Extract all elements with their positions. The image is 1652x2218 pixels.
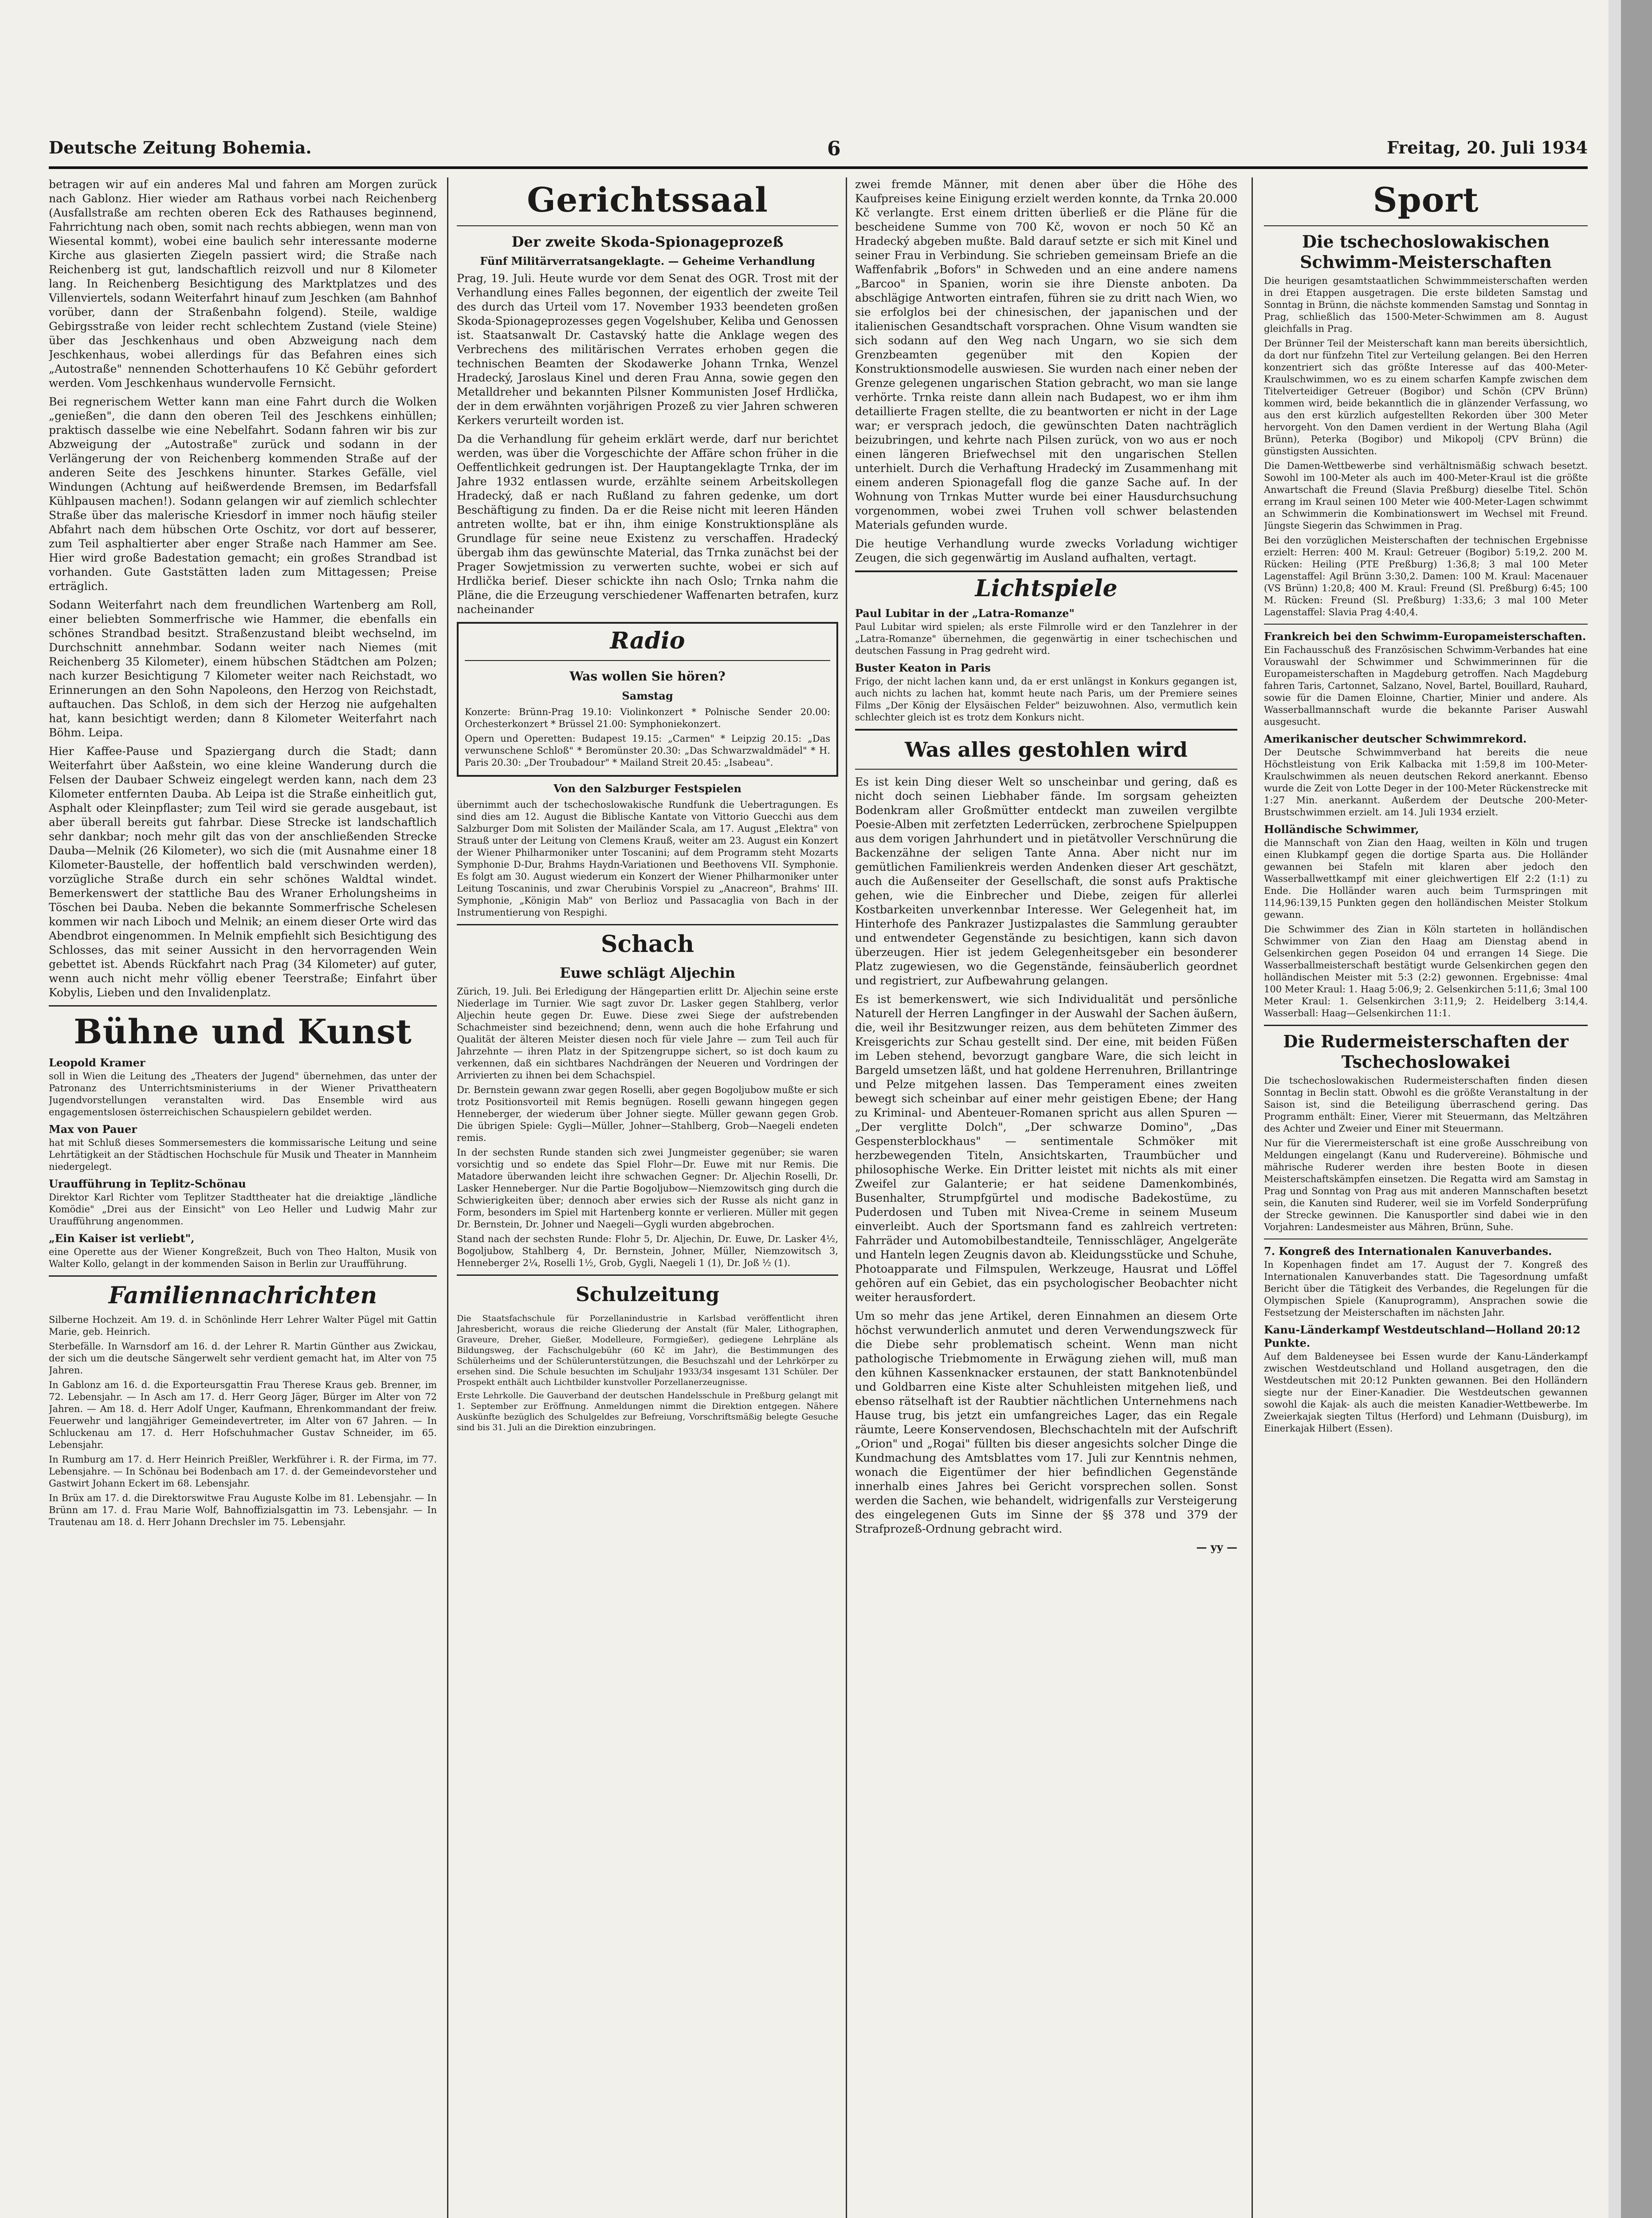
travel-paragraph-2: Bei regnerischem Wetter kann man eine Fahrt durch die Wolken „genießen", die dann den oberen Teil des Jeschkens einhüllen; praktisch dasselbe wie eine Nebelfahrt. Sodann fahren wir bis zur Abzweigung der „Autostraße" zurück und sodann in der Verlängerung der von Reichenberg kommenden Straße auf der anderen Seite des Jeschkens hinunter. Starkes Gefälle, viel Windungen (Achtung auf heißwerdende Bremsen, im Bedarfsfall Kühlpausen machen!). Sodann gelangen wir auf ziemlich schlechter Straße über das malerische Kriesdorf in immer noch häufig steiler Abfahrt nach dem hübschen Orte Oschitz, vor dort auf besserer, zum Teil asphaltierter aber enger Straße nach Hammer am See. Hier wird große Badestation gemacht; ein großes Strandbad ist vorhanden. Gute Gaststätten laden zum Mittagessen; Preise erträglich. [49,395,437,593]
article-paragraph: Um so mehr das jene Artikel, deren Einnahmen an diesem Orte höchst verwunderlich anmutet und deren Verwendungszweck für die Diebe sehr problematisch scheint. Wenn man nicht pathologische Triebmomente in Erwägung ziehen will, muß man den kühnen Kassenknacker erstaunen, der statt Banknotenbündel und Goldbarren eine Kiste alter Schuhleisten mitgehen ließ, und ebenso rätselhaft ist der Raubtier nächtlichen Unternehmens nach Hause trug, bis jetzt ein umfangreiches Lager, das ein Regale räumte, Leere Konservendosen, Blechschachteln mit der Aufschrift „Orion" und „Rogai" füllten bis dieser angesichts solcher Dinge die Kundmachung des Amtsblattes vom 17. Juli zur Kenntnis nehmen, wonach die Eigentümer der hier befindlichen Gegenstände innerhalb eines Jahres bei Gericht vorsprechen sollen. Sonst werden die Sachen, wie behandelt, widrigenfalls zur Versteigerung des eingelegenen Guts im Sinne der §§ 378 und 379 der Strafprozeß-Ordnung gebracht wird. [855,1310,1237,1535]
column-rule-2 [846,177,847,2218]
article-paragraph: Stand nach der sechsten Runde: Flohr 5, Dr. Aljechin, Dr. Euwe, Dr. Lasker 4½, Bogoljubow, Stahlberg 4, Dr. Bernstein, Johner, Müller, Niemzowitsch 3, Henneberger 2¼, Roselli 1½, Grob, Gygli, Naegeli 1 (1), Dr. Joß ½ (1). [457,1234,838,1268]
item-heading: Leopold Kramer [49,1056,145,1069]
section-title-familien: Familiennachrichten [108,1282,377,1309]
radio-listing: Konzerte: Brünn-Prag 19.10: Violinkonzert * Polnische Sender 20.00: Orchesterkonzert * Brüssel 21.00: Symphoniekonzert. [465,707,830,729]
section-rule [457,225,838,226]
section-rule [457,1274,838,1276]
item-text: In Kopenhagen findet am 17. August der 7. Kongreß des Internationalen Kanuverbandes statt. Die Tagesordnung umfaßt Bericht über die Tätigkeit des Verbandes, die Regelungen für die Olympischen Spiele (Kanuprogramm), Ansprachen sowie die Festsetzung der Meisterschaften im nächsten Jahr. [1264,1259,1588,1318]
item-text: Ein Fachausschuß des Französischen Schwimm-Verbandes hat eine Vorauswahl der Schwimmer und Schwimmerinnen für die Europameisterschaften in Magdeburg getroffen. Nach Magdeburg fahren Taris, Cartonnet, Salzano, Novel, Bartel, Bouillard, Rauhard, sowie für die Damen Eloinne, Chartier, Minier und andere. Als Wasserballmannschaft wurde die bekannte Pariser Auswahl ausgesucht. [1264,645,1588,727]
header-page-number: 6 [827,138,841,160]
travel-paragraph-4: Hier Kaffee-Pause und Spaziergang durch die Stadt; dann Weiterfahrt über Aaßstein, wo eine kleine Wanderung durch die Felsen der Daubaer Schweiz eingelegt werden kann, nach dem 23 Kilometer entfernten Dauba. Ab Leipa ist die Straße einheitlich gut, Asphalt oder Kleinpflaster; zum Teil wird sie gerade ausgebaut, ist aber überall bereits gut fahrbar. Diese Strecke ist landschaftlich sehr dankbar; noch mehr gilt das von der anschließenden Strecke Dauba—Melnik (26 Kilometer), wo sich die (mit Ausnahme einer 18 Kilometer-Baustelle, der hoffentlich bald verschwinden werden), vorzügliche Straße durch ein sehr schönes Waldtal windet. Bemerkenswert der stattliche Bau des Wraner Erholungsheims in Töschen bei Dauba. Neben die bekannte Sommerfrische Schelesen kommen wir nach Liboch und Melnik; an einem dieser Orte wird das Abendbrot eingenommen. In Melnik empfiehlt sich Besichtigung des Schlosses, das mit seiner Aussicht in den hervorragenden Wein gebettet ist. Abends Rückfahrt nach Prag (34 Kilometer) auf guter, wenn auch nicht mehr völlig ebener Teerstraße; Einfahrt über Kobylis, Lieben und den Invalidenplatz. [49,745,437,999]
item-text: die Mannschaft von Zian den Haag, weilten in Köln und trugen einen Klubkampf gegen die dortige Sparta aus. Die Holländer gewannen bei Stafeln mit klaren aber jedoch den Wasserballwettkampf mit einer gleichwertigen Elf 2:2 (1:1) zu Ende. Die Holländer waren auch beim Turmspringen mit 114,96:139,15 Punkten gegen den holländischen Meister Stolkum gewann. [1264,838,1588,920]
section-title-schach: Schach [600,931,695,958]
section-title-schulzeitung: Schulzeitung [575,1283,720,1306]
article-paragraph: Zürich, 19. Juli. Bei Erledigung der Hängepartien erlitt Dr. Aljechin seine erste Niederlage im Turnier. Wie sagt zuvor Dr. Lasker gegen Stahlberg, verlor Aljechin heute gegen Dr. Euwe. Diese zwei Siege der aufstrebenden Schachmeister sind bezeichnend; denn, wenn auch die hohe Erfahrung und Qualität der älteren Meister diesen noch für viele Jahre — zum Teil auch für Jahrzehnte — ihren Platz in der Spitzengruppe sichert, so ist doch kaum zu verkennen, daß ein sichtbares Nachdrängen der Neueren und Vordringen der Arrivierten zu ihnen bei dem Schachspiel. [457,986,838,1081]
article-paragraph: Prag, 19. Juli. Heute wurde vor dem Senat des OGR. Trost mit der Verhandlung eines Falles begonnen, der eigentlich der zweite Teil des durch das Urteil vom 17. November 1933 beendeten großen Skoda-Spionageprozesses gegen Vogelshuber, Keliba und Genossen ist. Staatsanwalt Dr. Castavský hatte die Anklage wegen des Verbrechens des militärischen Verrates erhoben gegen die technischen Beamten der Skodawerke Johann Trnka, Wenzel Hradecký, Jaroslaus Kinel und deren Frau Anna, sowie gegen den Metalldreher und bekannten Pilsner Kommunisten Josef Hrdlička, der in dem erwähnten vorjährigen Prozeß zu vier Jahren schweren Kerkers verurteilt worden ist. [457,272,838,427]
radio-day: Samstag [622,689,673,702]
section-rule [1264,624,1588,625]
item-text: Die Schwimmer des Zian in Köln starteten in holländischen Schwimmer von Zian den Haag am Dienstag abend in Gelsenkirchen gegen Poseidon 04 und errangen 14 Siege. Die Wasserballmeisterschaft bestätigt wurde Gelsenkirchen gegen den holländischen Meister mit 5:3 (2:2) gewonnen. Ergebnisse: 4mal 100 Meter Kraul: 1. Haag 5:06,9; 2. Gelsenkirchen 5:11,6; 3mal 100 Meter Kraul: 1. Gelsenkirchen 3:11,9; 2. Heidelberg 3:14,4. Wasserball: Haag—Gelsenkirchen 11:1. [1264,924,1588,1019]
family-notice: In Brüx am 17. d. die Direktorswitwe Frau Auguste Kolbe im 81. Lebensjahr. — In Brünn am 17. d. Frau Marie Wolf, Bahnoffizialsgattin im 73. Lebensjahr. — In Trautenau am 18. d. Herr Johann Drechsler im 75. Lebensjahr. [49,1493,437,1527]
article-paragraph: Die heurigen gesamtstaatlichen Schwimmmeisterschaften werden in drei Etappen ausgetragen. Die erste bildeten Samstag und Sonntag in Brünn, die nächste kommenden Samstag und Sonntag in Prag, schließlich das 1500-Meter-Schwimmen am 8. August gleichfalls in Prag. [1264,275,1588,334]
radio-listing: Opern und Operetten: Budapest 19.15: „Carmen" * Leipzig 20.15: „Das verwunschene Schloß" * Beromünster 20.30: „Das Schwarzwaldmädel" * H. Paris 20.30: „Der Troubadour" * Mailand Streit 20.45: „Isabeau". [465,733,830,768]
article-headline: Die Rudermeisterschaften der Tschechoslowakei [1283,1031,1569,1072]
lichtspiele-box [855,570,1237,731]
family-notice: Silberne Hochzeit. Am 19. d. in Schönlinde Herr Lehrer Walter Pügel mit Gattin Marie, geb. Heinrich. [49,1314,437,1337]
header-date: Freitag, 20. Juli 1934 [1387,138,1588,157]
family-notice: Sterbefälle. In Warnsdorf am 16. d. der Lehrer R. Martin Günther aus Zwickau, der sich um die deutsche Sängerwelt sehr verdient gemacht hat, im Alter von 75 Jahren. [49,1341,437,1376]
section-rule [49,1275,437,1277]
article-headline: Der zweite Skoda-Spionageprozeß [511,233,784,250]
article-paragraph: Erste Lehrkolle. Die Gauverband der deutschen Handelsschule in Preßburg gelangt mit 1. September zur Eröffnung. Anmeldungen nimmt die Direktion entgegen. Nähere Auskünfte bezüglich des Schulgeldes zur Befreiung, Vorschriftsmäßig belegte Gesuche sind bis 31. Juli an die Direktion einzubringen. [457,1391,838,1432]
article-kicker: Fünf Militärverratsangeklagte. — Geheime Verhandlung [480,255,815,267]
article-paragraph: Der Brünner Teil der Meisterschaft kann man bereits übersichtlich, da dort nur fünfzehn Titel zur Verteilung gelangen. Bei den Herren konzentriert sich das größte Interesse auf das 400-Meter-Kraulschwimmen, wo es zu einem scharfen Kampfe zwischen dem Titelverteidiger Getreuer (Bogibor) und Schön (CPV Brünn) kommen wird, beide bekanntlich die in glänzender Verfassung, wo aus den erst kürzlich aufgestellten Rekorden über 300 Meter hervorgeht. Von den Damen verdient in der Wertung Blaha (Agil Brünn), Peterka (Bogibor) und Mikopolj (CPV Brünn) die günstigsten Aussichten. [1264,338,1588,456]
column-1 [49,177,437,2218]
newspaper-page [49,89,1588,2218]
section-rule [49,1005,437,1007]
family-notice: In Rumburg am 17. d. Herr Heinrich Preißler, Werkführer i. R. der Firma, im 77. Lebensjahre. — In Schönau bei Bodenbach am 17. d. der Gemeindevorsteher und Gastwirt Johann Eckert im 68. Lebensjahr. [49,1454,437,1489]
item-text: Auf dem Baldeneysee bei Essen wurde der Kanu-Länderkampf zwischen Westdeutschland und Holland ausgetragen, den die Westdeutschen mit 20:12 Punkten gewannen. Bei den Holländern siegte nur der Einer-Kanadier. Die Westdeutschen gewannen sowohl die Kajak- als auch die meisten Kanadier-Wettbewerbe. Im Zweierkajak siegten Tiltus (Herford) und Lehmann (Duisburg), im Einerkajak Hilbert (Essen). [1264,1351,1588,1434]
radio-headline: Was wollen Sie hören? [569,669,726,684]
article-paragraph: Die heutige Verhandlung wurde zwecks Vorladung wichtiger Zeugen, die sich gegenwärtig im Ausland aufhalten, vertagt. [855,537,1237,564]
item-text: soll in Wien die Leitung des „Theaters der Jugend" übernehmen, das unter der Patronanz des Unterrichtsministeriums in der Wiener Privattheatern Jugendvorstellungen veranstalten wird. Das Ensemble wird aus engagementslosen österreichischen Schauspielern gebildet werden. [49,1071,437,1117]
item-heading: Amerikanischer deutscher Schwimmrekord. [1264,732,1527,745]
item-heading: Frankreich bei den Schwimm-Europameisterschaften. [1264,630,1586,643]
article-headline: Was alles gestohlen wird [905,738,1188,762]
article-paragraph: Die Staatsfachschule für Porzellanindustrie in Karlsbad veröffentlicht ihren Jahresbericht, woraus die reiche Gliederung der Anstalt (für Maler, Lithographen, Graveure, Dreher, Gießer, Modelleure, Formgießer), gediegene Lehrpläne als Bildungsweg, der Fachschulgebühr (60 Kč im Jahr), die Bestimmungen des Schülerheims und der Schülerunterstützungen, die Besuchszahl und der Lehrkörper zu ersehen sind. Die Schule besuchten im Schuljahr 1933/34 insgesamt 131 Schüler. Der Prospekt enthält auch Lichtbilder kunstvoller Porzellanerzeugnisse. [457,1313,838,1387]
item-text: Frigo, der nicht lachen kann und, da er erst unlängst in Konkurs gegangen ist, auch nichts zu lachen hat, kommt heute nach Paris, um der Premiere seines Films „Der König der Elysäischen Felder" beizuwohnen. Also, vermutlich kein schlechter gleich ist es trotz dem Konkurs nicht. [855,676,1237,723]
article-paragraph: Die tschechoslowakischen Rudermeisterschaften finden diesen Sonntag in Beclin statt. Obwohl es die größte Veranstaltung in der Saison ist, sind die Beteiligung überraschend gering. Das Programm enthält: Einer, Vierer mit Steuermann, das Meltzähren des Achter und Zweier und Einer mit Steuermann. [1264,1075,1588,1134]
article-headline: Die tschechoslowakischen Schwimm-Meisterschaften [1300,232,1552,272]
section-rule [457,924,838,925]
scan-edge-light [1609,0,1621,2218]
article-paragraph: Die Damen-Wettbewerbe sind verhältnismäßig schwach besetzt. Sowohl im 100-Meter als auch im 400-Meter-Kraul ist die größte Anwartschaft die Freund (Slavia Preßburg) dieselbe Titel. Schön errang im Kraul seinen 100 Meter wie 400-Meter-Lagen schwimmt an Schwimmerin die Kombinationswert im Wechsel mit Freund. Jüngste Siegerin das Schwimmen in Prag. [1264,460,1588,531]
item-text: eine Operette aus der Wiener Kongreßzeit, Buch von Theo Halton, Musik von Walter Kollo, gelangt in der kommenden Saison in Berlin zur Uraufführung. [49,1247,437,1269]
article-paragraph: Da die Verhandlung für geheim erklärt werde, darf nur berichtet werden, was über die Vorgeschichte der Affäre schon früher in die Oeffentlichkeit gedrungen ist. Der Hauptangeklagte Trnka, der im Jahre 1932 entlassen wurde, erzählte seinem Arbeitskollegen Hradecký, daß er nach Rußland zu fahren gedenke, um dort Beschäftigung zu finden. Da er die Reise nicht mit leeren Händen antreten wollte, bat er ihn, ihm einige Konstruktionspläne als Grundlage für seine neue Existenz zu verschaffen. Hradecký übergab ihm das gewünschte Material, das Trnka zunächst bei der Prager Sowjetmission zu verwerten suchte, wobei er sich auf Hrdlička berief. Dieser schickte ihn nach Oslo; Trnka nahm die Pläne, die die Erzeugung verschiedener Waffenarten betrafen, kurz nacheinander [457,433,838,616]
article-paragraph: übernimmt auch der tschechoslowakische Rundfunk die Uebertragungen. Es sind dies am 12. August die Biblische Kantate von Vittorio Guecchi aus dem Salzburger Dom mit Solisten der Mailänder Scala, am 17. August „Elektra" von Strauß unter der Leitung von Clemens Krauß, weiter am 23. August ein Konzert der Wiener Philharmoniker unter Toscanini; auf dem Programm steht Mozarts Symphonie D-Dur, Brahms Haydn-Variationen und Beethovens VII. Symphonie. Es folgt am 30. August wiederum ein Konzert der Wiener Philharmoniker unter Leitung Toscaninis, und zwar Cherubinis Vorspiel zu „Anacreon", Brahms' III. Symphonie, „Königin Mab" von Berlioz und Passacaglia von Bach in der Instrumentierung von Respighi. [457,799,838,918]
item-heading: Kanu-Länderkampf Westdeutschland—Holland 20:12 Punkte. [1264,1323,1581,1349]
travel-paragraph-3: Sodann Weiterfahrt nach dem freundlichen Wartenberg am Roll, einer beliebten Sommerfrische wie Hammer, die ebenfalls ein schönes Strandbad besitzt. Straßenzustand bleibt wechselnd, im Durchschnitt annehmbar. Sodann weiter nach Niemes (mit Reichenberg 35 Kilometer), einem hübschen Städtchen am Polzen; nach kurzer Besichtigung 7 Kilometer weiter nach Reichstadt, wo Erinnerungen an den Sohn Napoleons, den Herzog von Reichstadt, auftauchen. Das Schloß, in dem sich der Herzog nie aufgehalten hat, kann besichtigt werden; dann 8 Kilometer Weiterfahrt nach Böhm. Leipa. [49,598,437,739]
column-2 [457,177,838,2218]
section-rule [855,769,1237,770]
article-headline: Euwe schlägt Aljechin [560,964,735,981]
article-paragraph: Es ist bemerkenswert, wie sich Individualität und persönliche Naturell der Herren Langfinger in der Auswahl der Sachen äußern, die, weil ihr Besitzwunger reizen, aus dem behüteten Zimmer des Kreisgerichts zur Schau gestellt sind. Der eine, mit beiden Füßen im Leben stehend, bevorzugt gangbare Ware, die sich leicht in Bargeld umsetzen läßt, und hat goldene Herrenuhren, Brillantringe und Pelze mitgehen lassen. Das Temperament eines zweiten bewegt sich scheinbar auf einer mehr geistigen Ebene; der Hang zu Kriminal- und Abenteuer-Romanen spricht aus allen Spuren — „Der verglitte Dolch", „Der schwarze Domino", „Das Gespensterblockhaus" — sentimentale Schmöker mit herzbewegenden Titeln, Ansichtskarten, Traumbücher und philosophische Werke. Ein Dritter leistet mit nichts als mit einer Zweifel zur Galanterie; er hat seidene Damenkombinés, Busenhalter, Strumpfgürtel und modische Badekostüme, zu Puderdosen und Tuben mit Nivea-Creme in seinem Museum einverleibt. Auch der Sportsmann fand es zahlreich vertreten: Fahrräder und Automobilbestandteile, Tennisschläger, Angelgeräte und Hanteln legen Zeugnis davon ab. Kleidungsstücke und Schuhe, Photoapparate und Filmspulen, Werkzeuge, Hausrat und Löffel gehören auf ein Gebiet, das ein psychologischer Beobachter nicht weiter herausfordert. [855,993,1237,1304]
header-rule [49,166,1588,169]
column-rule-3 [1252,177,1253,2218]
page-header [49,138,1588,164]
section-title-buehne: Bühne und Kunst [74,1012,412,1051]
item-heading: Holländische Schwimmer, [1264,823,1419,836]
article-paragraph: In der sechsten Runde standen sich zwei Jungmeister gegenüber; sie waren vorsichtig und so endete das Spiel Flohr—Dr. Euwe mit nur Remis. Die Matadore überwanden leicht ihre schwachen Gegner: Dr. Aljechin Roselli, Dr. Lasker Henneberger. Nur die Partie Bogoljubow—Niemzowitsch ging durch die Schwierigkeiten über; dennoch aber erwies sich der Russe als nicht ganz in Form, besonders im Spiel mit Hartenberg konnte er verlieren. Müller mit gegen Dr. Bernstein, Dr. Johner und Naegeli—Gygli wurden abgebrochen. [457,1147,838,1230]
scan-edge-shadow [1621,0,1652,2218]
family-notice: In Gablonz am 16. d. die Exporteursgattin Frau Therese Kraus geb. Brenner, im 72. Lebensjahr. — In Asch am 17. d. Herr Georg Jäger, Bürger im Alter von 72 Jahren. — Am 18. d. Herr Adolf Unger, Kaufmann, Ehrenkommandant der freiw. Feuerwehr und langjähriger Gemeindevertreter, im Alter von 67 Jahren. — In Schluckenau am 17. d. Herr Hofschuhmacher Gustav Schneider, im 65. Lebensjahr. [49,1380,437,1450]
article-headline: Von den Salzburger Festspielen [553,782,742,795]
article-paragraph: Dr. Bernstein gewann zwar gegen Roselli, aber gegen Bogoljubow mußte er sich trotz Positionsvorteil mit Remis begnügen. Roselli gewann hingegen gegen Henneberger, der wiederum über Johner siegte. Müller gewann gegen Grob. Die übrigen Spiele: Gygli—Müller, Johner—Stahlberg, Grob—Naegeli endeten remis. [457,1085,838,1143]
item-heading: Paul Lubitar in der „Latra-Romanze" [855,607,1075,620]
item-text: hat mit Schluß dieses Sommersemesters die kommissarische Leitung und seine Lehrtätigkeit an der Städtischen Hochschule für Musik und Theater in Mannheim niedergelegt. [49,1137,437,1172]
column-3 [855,177,1237,2218]
section-rule [1264,1025,1588,1026]
column-rule-1 [447,177,448,2218]
header-paper-name: Deutsche Zeitung Bohemia. [49,138,312,157]
article-paragraph: Es ist kein Ding dieser Welt so unscheinbar und gering, daß es nicht doch seinen Liebhaber fände. Im sorgsam geheizten Bodenkram aller Großmütter entdeckt man zuweilen vergilbte Poesie-Alben mit zerfetzten Lederrücken, zerbrochene Spielpuppen aus dem vorigen Jahrhundert und in pietätvoller Verschnürung die Backenzähne der seligen Tante Anna. Aber nicht nur im gemütlichen Familienkreis werden Andenken dieser Art geschätzt, auch die Außenseiter der Gesellschaft, die sonst aufs Praktische gehen, wie die Einbrecher und Diebe, zeigen für allerlei Kostbarkeiten unverkennbar Interesse. Wer Gelegenheit hat, im Hinterhofe des Pankrazer Justizpalastes die Sammlung geraubter und entwendeter Gegenstände zu besichtigen, kann sich davon überzeugen. Hier ist jedem Gelegenheitsgeber ein besonderer Platz zugewiesen, wo die Gegenstände, feinsäuberlich geordnet und registriert, zur Aufbewahrung gelangen. [855,775,1237,987]
section-rule [465,660,830,661]
item-text: Der Deutsche Schwimmverband hat bereits die neue Höchstleistung von Erik Kalbacka mit 1:59,8 im 100-Meter-Kraulschwimmen als neuen deutschen Rekord anerkannt. Ebenso wurde die Zeit von Lotte Deger in der 100-Meter Rückenstrecke mit 1:27 Min. anerkannt. Außerdem der Deutsche 200-Meter-Brustschwimmen erzielt. am 14. Juli 1934 erzielt. [1264,747,1588,818]
item-heading: Buster Keaton in Paris [855,661,991,674]
article-signature: — yy — [1196,1541,1237,1553]
item-heading: Uraufführung in Teplitz-Schönau [49,1177,246,1190]
article-paragraph: zwei fremde Männer, mit denen aber über die Höhe des Kaufpreises keine Einigung erzielt werden konnte, da Trnka 20.000 Kč verlangte. Erst einem dritten überließ er die Pläne für die bescheidene Summe von 700 Kč, wovon er noch 50 Kč an Hradecký abgeben mußte. Bald darauf setzte er sich mit Kinel und seiner Frau in Verbindung. Sie schrieben gemeinsam Briefe an die Waffenfabrik „Bofors" in Schweden und an eine andere namens „Barcoo" in Spanien, worin sie ihre Dienste anboten. Da abschlägige Antworten eintrafen, führen sie zu dritt nach Wien, wo sie erfolglos bei der chinesischen, der japanischen und der italienischen Gesandtschaft vorsprachen. Ohne Visum wandten sie sich sodann auf den Weg nach Ungarn, wo sie sich dem Grenzbeamten gegenüber mit den Kopien der Konstruktionsmodelle auswiesen. Sie wurden nach einer neben der Grenze gelegenen ungarischen Station gebracht, wo man sie lange verhörte. Trnka reiste dann allein nach Budapest, wo er ihm ihm detaillierte Fragen stellte, die zu beantworten er nicht in der Lage war; er versprach jedoch, die gewünschten Daten nachträglich beizubringen, und kehrte nach Pilsen zurück, von wo aus er noch einen längeren Briefwechsel mit den ungarischen Stellen unterhielt. Durch die Verhaftung Hradecký im Zusammenhang mit einem anderen Spionagefall flog die ganze Sache auf. In der Wohnung von Trnkas Mutter wurde bei einer Hausdurchsuchung vorgenommen, wobei zwei Truhen voll schwer belastenden Materials gefunden wurde. [855,178,1237,531]
item-heading: 7. Kongreß des Internationalen Kanuverbandes. [1264,1245,1552,1258]
section-rule [1264,225,1588,226]
section-title-sport: Sport [1373,180,1479,220]
section-title-gerichtssaal: Gerichtssaal [527,180,768,220]
item-heading: „Ein Kaiser ist verliebt", [49,1232,195,1245]
article-paragraph: Nur für die Vierermeisterschaft ist eine große Ausschreibung von Meldungen eingelangt (Kanu und Rudervereine). Böhmische und mährische Ruderer werden ihre besten Boote in diesen Meisterschaftskämpfen einsetzen. Die Regatta wird am Samstag in Prag und Sonntag von Prag aus mit anderen Mannschaften besetzt sein, die Kanuten sind Ruderer, weil sie im Vorfeld Sonderprüfung der Strecke gewinnen. Die Kanusportler sind dabei wie in den Vorjahren: Landesmeister aus Mähren, Brünn, Suhe. [1264,1138,1588,1232]
travel-paragraph-1: betragen wir auf ein anderes Mal und fahren am Morgen zurück nach Gablonz. Hier wieder am Rathaus vorbei nach Reichenberg (Ausfallstraße am rechten oberen Eck des Rathauses beginnend, Fahrrichtung nach oben, somit nach rechts abbiegen, wenn man von Wiesental kommt), wobei eine baulich sehr interessante moderne Kirche aus glasierten Ziegeln passiert wird; die Straße nach Reichenberg ist gut, landschaftlich reizvoll und nur 8 Kilometer lang. In Reichenberg Besichtigung des Marktplatzes und des Villenviertels, sodann Weiterfahrt hinauf zum Jeschken (am Bahnhof vorüber, dann der Straßenbahn folgend). Steile, waldige Gebirgsstraße von leider recht schlechtem Zustand (viele Steine) über das Jeschkenhaus und oben Abzweigung nach dem Jeschkenhaus, wobei allerdings für das Befahren eines sich „Autostraße" nennenden Schotterhaufens 10 Kč Gebühr gefordert werden. Vom Jeschkenhaus wundervolle Fernsicht. [49,178,437,389]
item-text: Direktor Karl Richter vom Teplitzer Stadttheater hat die dreiaktige „ländliche Komödie" „Drei aus der Einsicht" von Leo Heller und Ludwig Mahr zur Uraufführung angenommen. [49,1192,437,1227]
section-title-lichtspiele: Lichtspiele [975,575,1118,602]
item-heading: Max von Pauer [49,1123,137,1136]
section-title-radio: Radio [610,627,685,654]
column-4 [1264,177,1588,2218]
item-text: Paul Lubitar wird spielen; als erste Filmrolle wird er den Tanzlehrer in der „Latra-Romanze" übernehmen, die gegenwärtig in einer tschechischen und deutschen Fassung in Prag gedreht wird. [855,621,1237,656]
radio-box [457,622,838,777]
article-paragraph: Bei den vorzüglichen Meisterschaften der technischen Ergebnisse erzielt: Herren: 400 M. Kraul: Getreuer (Bogibor) 5:19,2. 200 M. Rücken: Heiling (PTE Preßburg) 1:36,8; 3 mal 100 Meter Lagenstaffel: Agil Brünn 3:30,2. Damen: 100 M. Kraul: Macenauer (VS Brünn) 1:20,8; 400 M. Kraul: Freund (Sl. Preßburg) 6:45; 100 M. Rücken: Freund (Sl. Preßburg) 1:33,6; 3 mal 100 Meter Lagenstaffel: Slavia Prag 4:40,4. [1264,535,1588,617]
